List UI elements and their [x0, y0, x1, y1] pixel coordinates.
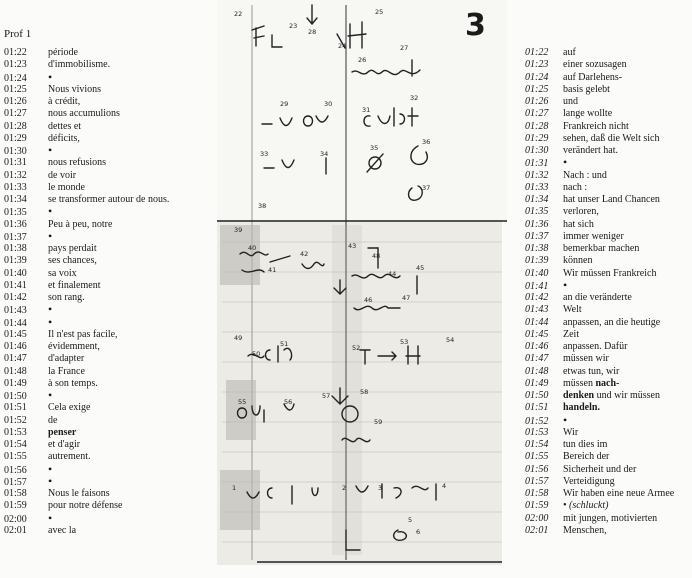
- german-text: sehen, daß die Welt sich: [563, 132, 660, 144]
- german-line: [525, 243, 639, 255]
- french-text: période: [48, 47, 78, 58]
- note-marker-number: 47: [402, 294, 411, 302]
- timestamp: 01:27: [525, 108, 549, 120]
- french-line: [4, 461, 53, 476]
- french-text: pour notre défense: [48, 500, 123, 512]
- timestamp: 02:01: [4, 524, 27, 536]
- german-text: müssen: [563, 377, 593, 389]
- timestamp: 01:59: [525, 500, 549, 512]
- timestamp: 01:59: [4, 500, 27, 512]
- french-text: déficits,: [48, 132, 80, 144]
- german-text: verändert hat.: [563, 145, 618, 156]
- notes-drawing: [212, 0, 510, 573]
- note-marker-number: 5: [408, 516, 413, 524]
- german-line: [525, 500, 608, 512]
- timestamp: 01:42: [525, 292, 549, 303]
- german-line: [525, 194, 660, 206]
- german-text: anpassen, an die heutige: [563, 316, 661, 328]
- timestamp: 01:55: [4, 451, 27, 463]
- timestamp: 01:44: [525, 316, 549, 328]
- french-text: nous refusions: [48, 157, 107, 169]
- french-line: [4, 228, 53, 243]
- timestamp: 01:31: [4, 157, 27, 169]
- german-text: Zeit: [563, 328, 580, 340]
- timestamp: 01:43: [4, 305, 27, 317]
- french-line: [4, 96, 80, 108]
- timestamp: 01:49: [525, 377, 549, 389]
- timestamp: 01:28: [525, 120, 549, 132]
- german-line: [525, 255, 592, 267]
- timestamp: 01:27: [4, 108, 27, 120]
- german-line: [525, 292, 632, 304]
- german-text: Verteidigung: [563, 475, 615, 487]
- french-text: son rang.: [48, 292, 85, 303]
- german-text: handeln.: [563, 402, 600, 414]
- german-line: [525, 341, 627, 353]
- german-text: bemerkbar machen: [563, 243, 640, 254]
- timestamp: 01:40: [525, 267, 549, 279]
- timestamp: 01:57: [525, 475, 549, 487]
- note-marker-number: 38: [258, 202, 267, 210]
- note-marker-number: 53: [400, 338, 409, 346]
- note-marker-number: 34: [320, 150, 329, 158]
- note-marker-number: 50: [252, 350, 261, 358]
- note-marker-number: 23: [289, 22, 298, 30]
- french-text: •: [48, 204, 53, 219]
- german-line: [525, 464, 636, 476]
- german-line: [525, 439, 607, 451]
- note-marker-number: 29: [280, 100, 289, 108]
- german-line: [525, 366, 619, 378]
- german-text: hat sich: [563, 218, 594, 230]
- german-text: nach :: [563, 181, 588, 193]
- german-line: [525, 121, 629, 133]
- timestamp: 01:53: [525, 426, 549, 438]
- french-line: [4, 510, 53, 525]
- french-line: [4, 243, 97, 255]
- timestamp: 01:51: [525, 402, 549, 414]
- timestamp: 01:48: [4, 365, 27, 377]
- timestamp: 01:26: [525, 96, 549, 107]
- french-text: de voir: [48, 169, 77, 181]
- french-text: •: [48, 473, 53, 488]
- german-line: [525, 353, 609, 365]
- note-marker-number: 57: [322, 392, 331, 400]
- french-line: [4, 206, 52, 218]
- french-line: [4, 280, 100, 292]
- note-marker-number: 56: [284, 398, 293, 406]
- timestamp: 01:23: [4, 59, 27, 71]
- timestamp: 01:39: [525, 255, 549, 267]
- french-text: d'immobilisme.: [48, 59, 111, 71]
- german-text: tun dies im: [563, 439, 608, 450]
- french-line: [4, 402, 90, 414]
- timestamp: 01:45: [525, 328, 549, 340]
- timestamp: 01:41: [525, 280, 549, 292]
- french-line: [4, 108, 120, 120]
- timestamp: 01:25: [525, 83, 549, 95]
- german-text: hat unser Land Chancen: [563, 194, 660, 205]
- german-line: [525, 488, 674, 500]
- german-text: basis gelebt: [563, 83, 610, 95]
- german-text: Nach : und: [563, 169, 607, 181]
- speaker-label: Prof 1: [4, 28, 32, 40]
- german-text-continued: nach-: [595, 377, 620, 389]
- french-text: •: [48, 388, 53, 402]
- french-text: à son temps.: [48, 377, 98, 389]
- german-text: Menschen,: [563, 524, 607, 536]
- french-line: [4, 488, 110, 500]
- timestamp: 01:36: [525, 218, 549, 230]
- timestamp: 01:22: [4, 47, 27, 58]
- french-line: [4, 439, 80, 451]
- timestamp: 01:38: [525, 243, 549, 254]
- german-line: [525, 219, 594, 231]
- french-text: penser: [48, 426, 77, 438]
- german-line: [525, 96, 578, 108]
- timestamp: 01:44: [4, 317, 27, 329]
- timestamp: 01:26: [4, 96, 27, 107]
- timestamp: 01:22: [525, 47, 549, 58]
- note-marker-number: 35: [370, 144, 379, 152]
- german-text: auf: [563, 47, 576, 58]
- french-line: [4, 427, 76, 439]
- note-marker-number: 54: [446, 336, 455, 344]
- french-line: [4, 145, 52, 157]
- timestamp: 01:53: [4, 426, 27, 438]
- french-text: •: [48, 228, 53, 243]
- german-text: denken: [563, 390, 595, 401]
- french-line: [4, 329, 118, 341]
- note-marker-number: 43: [348, 242, 357, 250]
- timestamp: 01:47: [525, 353, 549, 365]
- french-line: [4, 84, 101, 96]
- note-marker-number: 36: [422, 138, 431, 146]
- german-text: immer weniger: [563, 230, 624, 242]
- note-marker-number: 40: [248, 244, 257, 252]
- timestamp: 01:34: [525, 194, 549, 205]
- note-marker-number: 48: [372, 252, 381, 260]
- german-line: [525, 525, 607, 537]
- french-line: [4, 415, 57, 427]
- timestamp: 01:55: [525, 451, 549, 463]
- german-text: lange wollte: [563, 108, 613, 120]
- french-text: •: [48, 510, 53, 525]
- french-line: [4, 170, 76, 182]
- german-text: an die veränderte: [563, 292, 632, 303]
- german-text: Bereich der: [563, 451, 610, 463]
- timestamp: 01:43: [525, 304, 549, 316]
- french-line: [4, 47, 78, 59]
- timestamp: 01:23: [525, 59, 549, 71]
- french-text: Peu à peu, notre: [48, 218, 113, 230]
- note-marker-number: 58: [360, 388, 369, 396]
- timestamp: 01:57: [4, 476, 27, 488]
- french-line: [4, 69, 53, 84]
- french-text: d'adapter: [48, 353, 85, 365]
- timestamp: 01:48: [525, 365, 549, 377]
- german-text: können: [563, 255, 593, 267]
- french-text: la France: [48, 365, 85, 377]
- german-text: etwas tun, wir: [563, 365, 620, 377]
- timestamp: 01:29: [525, 132, 549, 144]
- french-line: [4, 314, 53, 329]
- timestamp: 01:45: [4, 328, 27, 340]
- german-line: [525, 476, 615, 488]
- french-text: Il n'est pas facile,: [48, 328, 118, 340]
- note-marker-number: 49: [234, 334, 243, 342]
- german-line: [525, 84, 610, 96]
- note-marker-number: 44: [388, 270, 397, 278]
- german-line: [525, 157, 567, 169]
- german-line: [525, 277, 568, 292]
- note-marker-number: 6: [416, 528, 421, 536]
- french-text: ses chances,: [48, 255, 97, 267]
- french-text: •: [48, 461, 53, 476]
- note-marker-number: 30: [324, 100, 333, 108]
- french-text: nous accumulions: [48, 108, 120, 120]
- note-marker-number: 22: [234, 10, 243, 18]
- french-text: Nous vivions: [48, 83, 102, 95]
- french-text: pays perdait: [48, 243, 97, 254]
- french-line: [4, 353, 84, 365]
- german-line: [525, 390, 660, 402]
- timestamp: 01:51: [4, 402, 27, 414]
- french-text: sa voix: [48, 267, 77, 279]
- german-line: [525, 231, 624, 243]
- timestamp: 01:33: [525, 181, 549, 193]
- german-text: • (schluckt): [563, 500, 609, 512]
- note-marker-number: 59: [374, 418, 383, 426]
- german-line: [525, 513, 657, 525]
- timestamp: 01:52: [525, 415, 549, 427]
- french-text: et finalement: [48, 279, 101, 291]
- timestamp: 01:52: [4, 414, 27, 426]
- timestamp: 01:41: [4, 279, 27, 291]
- note-marker-number: 52: [352, 344, 361, 352]
- note-marker-number: 37: [422, 184, 431, 192]
- timestamp: 01:54: [525, 439, 549, 450]
- french-line: [4, 157, 106, 169]
- french-line: [4, 390, 52, 402]
- note-marker-number: 24: [338, 42, 347, 50]
- page-number: 3: [465, 8, 486, 43]
- french-line: [4, 292, 85, 304]
- note-marker-number: 25: [375, 8, 384, 16]
- timestamp: 01:37: [525, 230, 549, 242]
- german-text: Wir müssen Frankreich: [563, 267, 657, 279]
- timestamp: 01:56: [525, 463, 549, 475]
- timestamp: 01:31: [525, 158, 549, 170]
- french-line: [4, 473, 53, 488]
- french-text: •: [48, 302, 53, 317]
- note-marker-number: 55: [238, 398, 247, 406]
- german-text: einer sozusagen: [563, 59, 627, 71]
- french-text: •: [48, 314, 53, 329]
- note-marker-number: 46: [364, 296, 373, 304]
- french-text: •: [48, 143, 53, 157]
- french-line: [4, 341, 100, 353]
- german-line: [525, 108, 612, 120]
- german-line: [525, 206, 599, 218]
- note-marker-number: 33: [260, 150, 269, 158]
- german-text: und: [563, 96, 578, 107]
- german-line: [525, 317, 660, 329]
- note-marker-number: 1: [232, 484, 237, 492]
- french-line: [4, 255, 97, 267]
- note-marker-number: 42: [300, 250, 309, 258]
- french-text: Cela exige: [48, 402, 91, 414]
- timestamp: 01:50: [525, 390, 549, 401]
- german-text: Wir haben eine neue Armee: [563, 488, 675, 499]
- timestamp: 01:58: [525, 488, 549, 499]
- timestamp: 01:37: [4, 231, 27, 243]
- timestamp: 01:25: [4, 83, 27, 95]
- german-line: [525, 145, 618, 157]
- timestamp: 01:35: [4, 207, 27, 219]
- french-line: [4, 59, 110, 71]
- german-text: auf Darlehens-: [563, 71, 623, 83]
- note-marker-number: 27: [400, 44, 409, 52]
- german-line: [525, 133, 659, 145]
- german-text: Wir: [563, 426, 579, 438]
- french-line: [4, 182, 85, 194]
- timestamp: 01:24: [525, 71, 549, 83]
- timestamp: 01:34: [4, 194, 27, 205]
- timestamp: 01:49: [4, 377, 27, 389]
- german-line: [525, 268, 656, 280]
- timestamp: 01:35: [525, 206, 549, 218]
- note-marker-number: 2: [342, 484, 347, 492]
- german-text: Frankreich nicht: [563, 120, 629, 132]
- timestamp: 01:39: [4, 255, 27, 267]
- french-text: de: [48, 414, 58, 426]
- german-line: [525, 329, 579, 341]
- handwritten-notes-scan: [212, 0, 510, 573]
- note-marker-number: 28: [308, 28, 317, 36]
- german-text-continued: und wir müssen: [596, 390, 660, 401]
- german-text: •: [563, 412, 568, 427]
- timestamp: 01:46: [4, 341, 27, 352]
- note-marker-number: 41: [268, 266, 277, 274]
- timestamp: 01:24: [4, 72, 27, 84]
- french-line: [4, 500, 122, 512]
- timestamp: 02:01: [525, 524, 549, 536]
- timestamp: 01:58: [4, 488, 27, 499]
- note-marker-number: 31: [362, 106, 371, 114]
- timestamp: 01:56: [4, 464, 27, 476]
- french-text: se transformer autour de nous.: [48, 194, 170, 205]
- french-text: •: [48, 69, 53, 84]
- timestamp: 01:32: [525, 169, 549, 181]
- timestamp: 01:32: [4, 169, 27, 181]
- timestamp: 01:54: [4, 439, 27, 450]
- timestamp: 01:30: [525, 145, 549, 156]
- german-line: [525, 182, 587, 194]
- french-line: [4, 121, 81, 133]
- french-line: [4, 194, 169, 206]
- note-marker-number: 32: [410, 94, 419, 102]
- german-text: Welt: [563, 304, 582, 316]
- german-text: •: [563, 277, 568, 292]
- german-line: [525, 47, 576, 59]
- note-marker-number: 4: [442, 482, 447, 490]
- german-line: [525, 378, 619, 390]
- french-text: à crédit,: [48, 96, 81, 107]
- timestamp: 01:46: [525, 341, 549, 352]
- note-marker-number: 51: [280, 340, 289, 348]
- timestamp: 01:29: [4, 132, 27, 144]
- german-line: [525, 427, 578, 439]
- timestamp: 01:28: [4, 120, 27, 132]
- german-line: [525, 304, 582, 316]
- timestamp: 02:00: [4, 513, 27, 525]
- german-line: [525, 72, 622, 84]
- timestamp: 01:38: [4, 243, 27, 254]
- french-line: [4, 304, 52, 316]
- timestamp: 01:42: [4, 292, 27, 303]
- german-text: Sicherheit und der: [563, 463, 637, 475]
- german-text: mit jungen, motivierten: [563, 512, 658, 524]
- german-text: anpassen. Dafür: [563, 341, 628, 352]
- french-text: autrement.: [48, 451, 91, 463]
- timestamp: 01:40: [4, 267, 27, 279]
- timestamp: 01:36: [4, 218, 27, 230]
- french-text: évidemment,: [48, 341, 100, 352]
- note-marker-number: 26: [358, 56, 367, 64]
- french-text: avec la: [48, 524, 77, 536]
- note-marker-number: 39: [234, 226, 243, 234]
- german-text: müssen wir: [563, 353, 609, 365]
- french-line: [4, 268, 77, 280]
- french-line: [4, 219, 112, 231]
- french-text: le monde: [48, 181, 85, 193]
- german-line: [525, 170, 607, 182]
- german-line: [525, 451, 609, 463]
- note-marker-number: 45: [416, 264, 425, 272]
- french-text: Nous le faisons: [48, 488, 110, 499]
- french-line: [4, 133, 80, 145]
- timestamp: 02:00: [525, 512, 549, 524]
- timestamp: 01:33: [4, 181, 27, 193]
- note-marker-number: 3: [378, 484, 383, 492]
- german-text: verloren,: [563, 206, 599, 218]
- german-line: [525, 59, 627, 71]
- french-text: et d'agir: [48, 439, 81, 450]
- timestamp: 01:47: [4, 353, 27, 365]
- french-line: [4, 525, 76, 537]
- french-text: dettes et: [48, 120, 82, 132]
- german-text: •: [563, 155, 568, 170]
- timestamp: 01:50: [4, 391, 27, 402]
- french-line: [4, 366, 85, 378]
- german-line: [525, 412, 568, 427]
- timestamp: 01:30: [4, 146, 27, 157]
